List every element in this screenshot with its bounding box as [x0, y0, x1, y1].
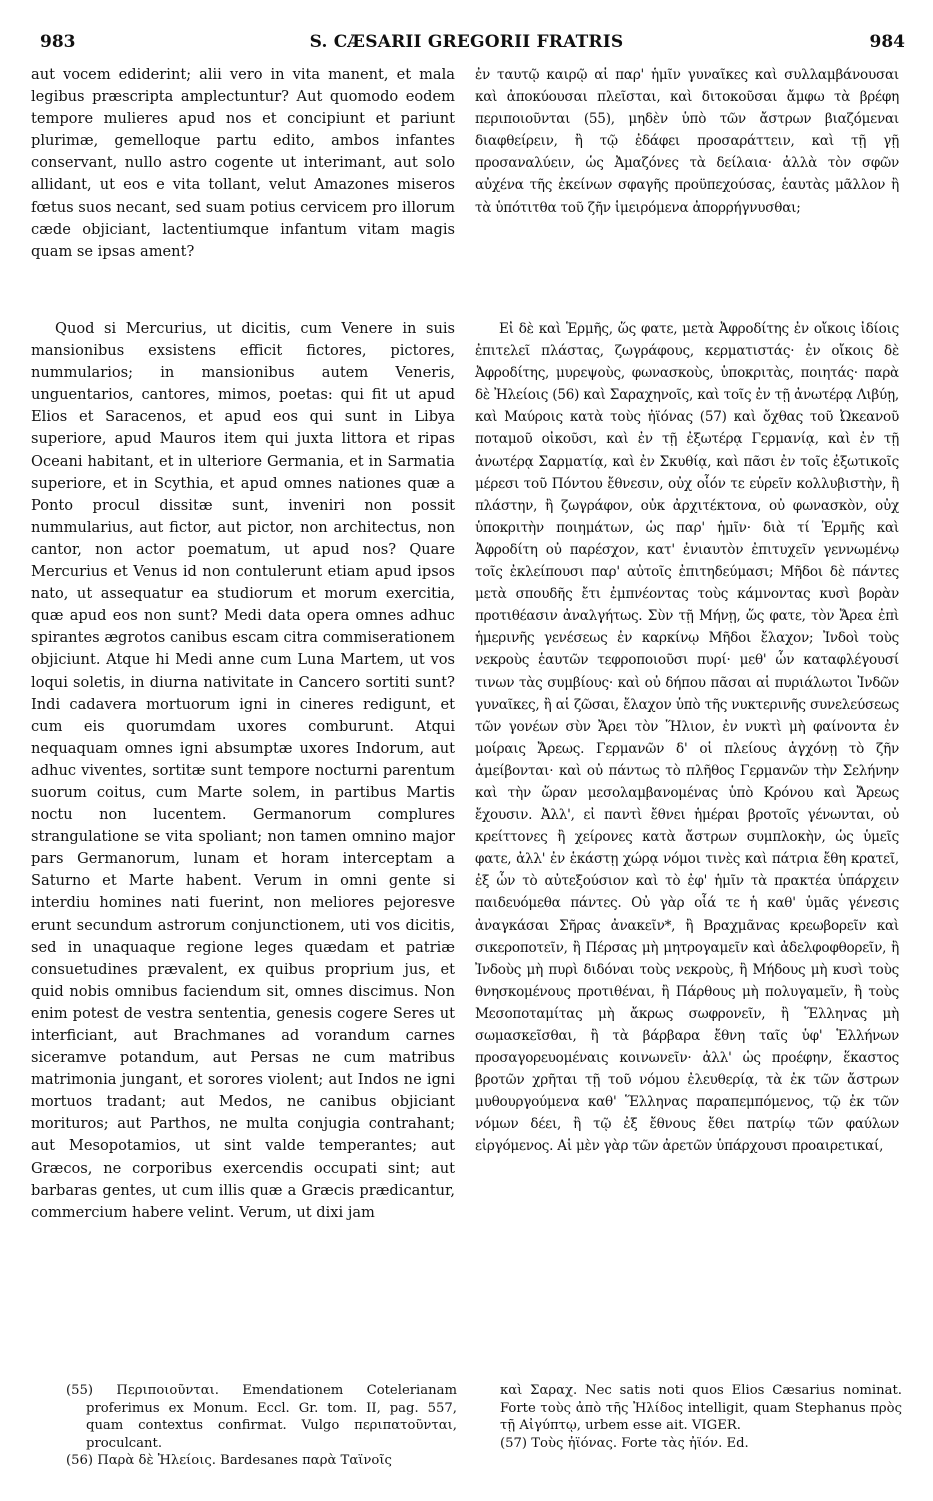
footnotes-left [66, 1382, 457, 1470]
footnote-56-continued: καὶ Σαραχ. Nec satis noti quos Elios Cæsarius nominat. Forte τοὺς ἀπὸ τῆς Ἠλίδος intelligit, quam Stephanus πρὸς τῇ Αἰγύπτῳ, urbem esse ait. VIGER. [500, 1383, 902, 1434]
latin-paragraph-1: aut vocem ediderint; alii vero in vita manent, et mala legibus præscripta amplectuntur? Aut quomodo eodem tempore mulieres apud nos et concipiunt et pariunt plurimæ, gemelloque partu edito, ambos infantes conservant, nullo astro cogente ut interimant, aut solo allidant, ut eos e vita tollant, velut Amazones miseros fœtus suos necant, sed suam potius cervicem pro illorum cæde objiciant, lactentiumque infantum vitam magis quam se ipsas ament? [31, 66, 455, 260]
greek-column-main [475, 318, 899, 1158]
footnote-55: (55) Περιποιοῦνται. Emendationem Cotelerianam proferimus ex Monum. Eccl. Gr. tom. II, pag. 557, quam contextus confirmat. Vulgo περιπατοῦνται, proculcant. [66, 1383, 457, 1451]
footnote-57: (57) Τοὺς ἠϊόνας. Forte τὰς ἠϊόν. Ed. [500, 1435, 749, 1451]
page-header [0, 32, 933, 54]
greek-column-top [475, 64, 899, 219]
latin-column-main [31, 318, 455, 1224]
footnote-56: (56) Παρὰ δὲ Ἠλείοις. Bardesanes παρὰ Ταϊνοῖς [66, 1453, 392, 1469]
latin-paragraph-2: Quod si Mercurius, ut dicitis, cum Venere in suis mansionibus exsistens efficit fictores, pictores, nummularios; in mansionibus autem Veneris, unguentarios, cantores, mimos, poetas: qui fit ut apud Elios et Saracenos, et apud eos qui sunt in Libya superiore, apud Mauros item qui juxta littora et ripas Oceani habitant, et in ulteriore Germania, et in Sarmatia superiore, et in Scythia, et apud omnes nationes quæ a Ponto procul dissitæ sunt, inveniri non possit nummularius, aut fictor, aut pictor, non architectus, non cantor, non actor poematum, ut apud nos? Quare Mercurius et Venus id non contulerunt etiam apud ipsos nato, ut assequatur ea studiorum et morum exercitia, quæ apud eos non sunt? Medi data opera omnes adhuc spirantes ægrotos canibus escam citra commiserationem objiciunt. Atque hi Medi anne cum Luna Martem, ut vos loqui soletis, in diurna nativitate in Cancero sortiti sunt? Indi cadavera mortuorum igni in cineres redigunt, et cum eis quorumdam uxores comburunt. Atqui nequaquam omnes igni absumptæ uxores Indorum, aut adhuc viventes, sortitæ sunt tempore nocturni parentum suorum coitus, cum Marte solem, in partibus Martis noctu non lucentem. Germanorum complures strangulatione se vita spoliant; non tamen omnino major pars Germanorum, lunam et horam interceptam a Saturno et Marte habent. Verum in omni gente si interdiu homines nati fuerint, non meliores pejoresve erunt secundum astrorum conjunctionem, uti vos dicitis, sed in unaquaque regione leges quædam et patriæ consuetudines prævalent, ex quibus proprium jus, et quid nobis omnibus faciendum sit, omnes discimus. Non enim potest de vestra sententia, genesis cogere Seres ut interficiant, aut Brachmanes ad vorandum carnes siceramve potandum, aut Persas ne cum matribus matrimonia jungant, et sorores violent; aut Indos ne igni mortuos tradant; aut Medos, ne canibus objiciant morituros; aut Parthos, ne multa conjugia contrahant; aut Mesopotamios, ut sint valde temperantes; aut Græcos, ne corporibus exercendis occupati sint; aut barbaras gentes, ut cum illis quæ a Græcis prædicantur, commercium habere velint. Verum, ut dixi jam [31, 320, 455, 1221]
greek-paragraph-1: ἐν ταυτῷ καιρῷ αἱ παρ' ἡμῖν γυναῖκες καὶ συλλαμβάνουσαι καὶ ἀποκύουσαι πλεῖσται, καὶ διτοκοῦσαι ἄμφω τὰ βρέφη περιποιοῦνται (55), μηδὲν ὑπὸ τῶν ἄστρων βιαζόμεναι διαφθείρειν, ἢ τῷ ἐδάφει προσαράττειν, καὶ τῇ γῇ προσαναλύειν, ὡς Ἀμαζόνες τὰ δείλαια· ἀλλὰ τὸν σφῶν αὐχένα τῆς ἐκείνων σφαγῆς προϋπεχούσας, ἑαυτὰς μᾶλλον ἢ τὰ ὑπότιτθα τοῦ ζῆν ἱμειρόμενα ἀπορρήγνυσθαι; [475, 67, 899, 216]
footnotes-right [500, 1382, 902, 1452]
page-number-right: 984 [869, 32, 905, 52]
running-title: S. CÆSARII GREGORII FRATRIS [309, 32, 624, 52]
page-number-left: 983 [40, 32, 76, 52]
greek-paragraph-2: Εἰ δὲ καὶ Ἑρμῆς, ὥς φατε, μετὰ Ἀφροδίτης ἐν οἴκοις ἰδίοις ἐπιτελεῖ πλάστας, ζωγράφους, κερματιστάς· ἐν οἴκοις δὲ Ἀφροδίτης, μυρεψοὺς, φωνασκοὺς, ὑποκριτὰς, ποιητάς· παρὰ δὲ Ἠλείοις (56) καὶ Σαραχηνοῖς, καὶ τοῖς ἐν τῇ ἀνωτέρᾳ Λιβύῃ, καὶ Μαύροις κατὰ τοὺς ἠϊόνας (57) καὶ ὄχθας τοῦ Ὠκεανοῦ ποταμοῦ οἰκοῦσι, καὶ ἐν τῇ ἐξωτέρᾳ Γερμανίᾳ, καὶ ἐν τῇ ἀνωτέρᾳ Σαρματίᾳ, καὶ ἐν Σκυθίᾳ, καὶ πᾶσι ἐν τοῖς ἐξωτικοῖς μέρεσι τοῦ Πόντου ἔθνεσιν, οὐχ οἷόν τε εὑρεῖν κολλυβιστὴν, ἢ πλάστην, ἢ ζωγράφον, οὐκ ἀρχιτέκτονα, οὐ φωνασκὸν, οὐχ ὑποκριτὴν ποιημάτων, ὡς παρ' ἡμῖν· διὰ τί Ἑρμῆς καὶ Ἀφροδίτη οὐ παρέσχον, κατ' ἐνιαυτὸν ἐπιτυχεῖν γεννωμένῳ τοῖς ἐκλείπουσι παρ' αὐτοῖς ἐπιτηδεύμασι; Μῆδοι δὲ πάντες μετὰ σπουδῆς ἔτι ἐμπνέοντας τοὺς κάμνοντας κυσὶ βορὰν προτιθέασιν ἀναλγήτως. Σὺν τῇ Μήνῃ, ὥς φατε, τὸν Ἄρεα ἐπὶ ἡμερινῆς γενέσεως ἐν καρκίνῳ Μῆδοι ἔλαχον; Ἰνδοὶ τοὺς νεκροὺς ἑαυτῶν τεφροποιοῦσι πυρί· μεθ' ὧν καταφλέγουσί τινων τὰς συμβίους· καὶ οὐ δήπου πᾶσαι αἱ πυριάλωτοι Ἰνδῶν γυναῖκες, ἢ αἱ ζῶσαι, ἔλαχον ὑπὸ τῆς νυκτερινῆς συνελεύσεως τῶν γονέων σὺν Ἄρει τὸν Ἥλιον, ἐν νυκτὶ μὴ φαίνοντα ἐν μοίραις Ἄρεως. Γερμανῶν δ' οἱ πλείους ἀγχόνῃ τὸ ζῆν ἀμείβονται· καὶ οὐ πάντως τὸ πλῆθος Γερμανῶν τὴν Σελήνην καὶ τὴν ὥραν μεσολαμβανομένας ὑπὸ Κρόνου καὶ Ἄρεως ἔχουσιν. Ἀλλ', εἰ παντὶ ἔθνει ἡμέραι βροτοῖς γένωνται, οὐ κρείττονες ἢ χείρονες κατὰ ἄστρων συμπλοκὴν, ὡς ὑμεῖς φατε, ἀλλ' ἐν ἑκάστῃ χώρᾳ νόμοι τινὲς καὶ πάτρια ἔθη κρατεῖ, ἐξ ὧν τὸ αὐτεξούσιον καὶ τὸ ἐφ' ἡμῖν τὰ πρακτέα ὑπάρχειν παιδευόμεθα πάντες. Οὐ γὰρ οἷά τε ἡ καθ' ὑμᾶς γένεσις ἀναγκάσαι Σῆρας ἀνακεῖν*, ἢ Βραχμᾶνας κρεωβορεῖν καὶ σικεροποτεῖν, ἢ Πέρσας μὴ μητρογαμεῖν καὶ ἀδελφοφθορεῖν, ἢ Ἰνδοὺς μὴ πυρὶ διδόναι τοὺς νεκροὺς, ἢ Μήδους μὴ κυσὶ τοὺς θνησκομένους προτιθέναι, ἢ Πάρθους μὴ πολυγαμεῖν, ἢ τοὺς Μεσοποταμίτας μὴ ἄκρως σωφρονεῖν, ἢ Ἕλληνας μὴ σωμασκεῖσθαι, ἢ τὰ βάρβαρα ἔθνη ταῖς ὑφ' Ἑλλήνων προσαγορευομέναις κοινωνεῖν· ἀλλ' ὡς προέφην, ἕκαστος βροτῶν χρῆται τῇ τοῦ νόμου ἐλευθερίᾳ, τὰ ἐκ τῶν ἄστρων μυθουργούμενα καθ' Ἕλληνας παραπεμπόμενος, τῷ ἐκ τῶν νόμων δέει, ἢ τῷ ἐξ ἔθνους ἔθει πατρίῳ τῶν φαύλων εἰργόμενος. Αἱ μὲν γὰρ τῶν ἀρετῶν ὑπάρχουσι προαιρετικαί, [475, 321, 899, 1155]
latin-column-top [31, 64, 455, 263]
